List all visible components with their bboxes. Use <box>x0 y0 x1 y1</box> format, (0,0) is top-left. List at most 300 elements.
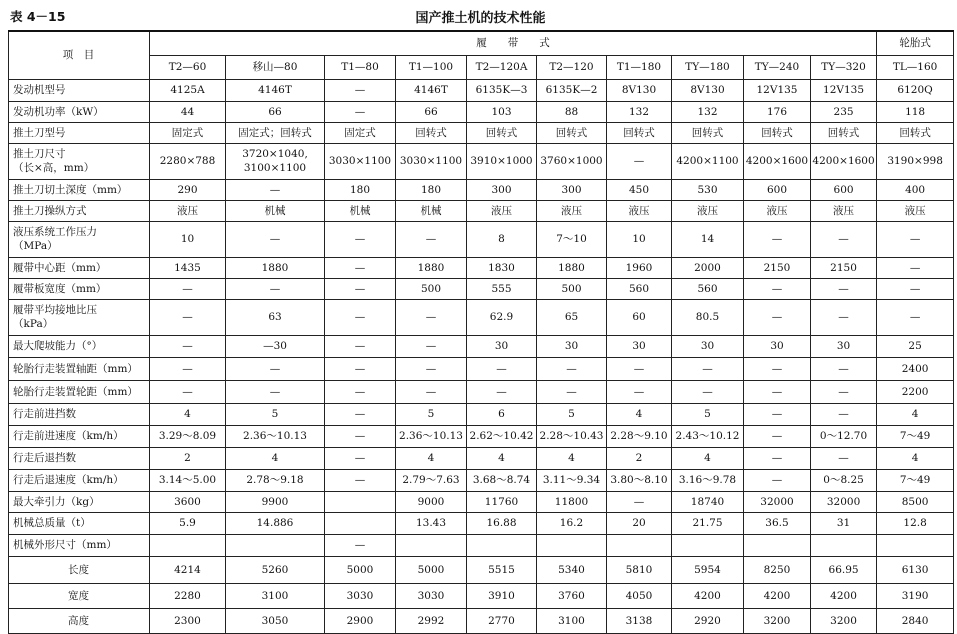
value-cell: 25 <box>877 335 954 357</box>
value-cell: 液压 <box>150 200 226 221</box>
value-cell: 560 <box>607 278 672 299</box>
table-row <box>9 278 954 299</box>
value-cell: 1830 <box>467 257 537 278</box>
value-cell: 4200×1600 <box>811 143 877 179</box>
value-cell: 3030×1100 <box>396 143 467 179</box>
value-cell: 回转式 <box>672 122 744 143</box>
value-cell: 2 <box>150 447 226 469</box>
value-cell: 60 <box>607 299 672 335</box>
value-cell: 10 <box>150 221 226 257</box>
table-row <box>9 380 954 403</box>
table-row <box>9 556 954 583</box>
value-cell: 8250 <box>744 556 811 583</box>
value-cell: 32000 <box>744 491 811 512</box>
value-cell: 180 <box>325 179 396 200</box>
row-label: 轮胎行走装置轴距（mm） <box>9 357 150 380</box>
value-cell <box>150 534 226 556</box>
value-cell: — <box>325 380 396 403</box>
model-header-cell: TY—240 <box>744 55 811 79</box>
value-cell: 3910×1000 <box>467 143 537 179</box>
value-cell: 2000 <box>672 257 744 278</box>
value-cell: — <box>744 278 811 299</box>
value-cell: 2280×788 <box>150 143 226 179</box>
value-cell: 11800 <box>537 491 607 512</box>
value-cell: 2.36～10.13 <box>396 425 467 447</box>
table-row <box>9 143 954 179</box>
model-header-cell: TL—160 <box>877 55 954 79</box>
value-cell: 液压 <box>672 200 744 221</box>
table-row <box>9 299 954 335</box>
value-cell: — <box>672 380 744 403</box>
value-cell: — <box>537 380 607 403</box>
model-header-row <box>9 55 954 79</box>
value-cell: 132 <box>607 101 672 122</box>
value-cell: — <box>607 491 672 512</box>
table-row <box>9 200 954 221</box>
value-cell: 5 <box>537 403 607 425</box>
value-cell: 6130 <box>877 556 954 583</box>
row-label: 发动机功率（kW） <box>9 101 150 122</box>
value-cell <box>325 491 396 512</box>
value-cell: 回转式 <box>811 122 877 143</box>
value-cell: 176 <box>744 101 811 122</box>
value-cell: — <box>325 469 396 491</box>
model-header-cell: T1—100 <box>396 55 467 79</box>
value-cell: 16.88 <box>467 512 537 534</box>
value-cell: — <box>396 335 467 357</box>
value-cell: 3100 <box>226 583 325 608</box>
value-cell: 3030×1100 <box>325 143 396 179</box>
value-cell: 4 <box>396 447 467 469</box>
value-cell: 2150 <box>811 257 877 278</box>
value-cell: 3910 <box>467 583 537 608</box>
value-cell: 3.14～5.00 <box>150 469 226 491</box>
table-row <box>9 257 954 278</box>
value-cell: 3600 <box>150 491 226 512</box>
value-cell: 2150 <box>744 257 811 278</box>
value-cell: 固定式；回转式 <box>226 122 325 143</box>
row-label: 履带中心距（mm） <box>9 257 150 278</box>
value-cell: — <box>744 357 811 380</box>
model-header-cell: T2—60 <box>150 55 226 79</box>
model-header-cell: T1—80 <box>325 55 396 79</box>
value-cell: 14.886 <box>226 512 325 534</box>
value-cell: 18740 <box>672 491 744 512</box>
value-cell: 2.62～10.42 <box>467 425 537 447</box>
value-cell: 30 <box>744 335 811 357</box>
value-cell: 2.43～10.12 <box>672 425 744 447</box>
value-cell: 30 <box>467 335 537 357</box>
table-caption <box>8 6 953 26</box>
model-header-cell: T1—180 <box>607 55 672 79</box>
value-cell <box>467 534 537 556</box>
value-cell: 5000 <box>325 556 396 583</box>
value-cell: 500 <box>537 278 607 299</box>
value-cell: 31 <box>811 512 877 534</box>
value-cell: — <box>150 299 226 335</box>
value-cell: 4200×1100 <box>672 143 744 179</box>
value-cell: — <box>811 299 877 335</box>
value-cell: 3.80～8.10 <box>607 469 672 491</box>
value-cell: — <box>744 221 811 257</box>
spec-table <box>8 30 954 634</box>
value-cell: 3050 <box>226 608 325 633</box>
value-cell: 5954 <box>672 556 744 583</box>
value-cell: 4200 <box>811 583 877 608</box>
row-label: 机械总质量（t） <box>9 512 150 534</box>
value-cell: 回转式 <box>877 122 954 143</box>
value-cell: 3200 <box>811 608 877 633</box>
model-header-cell: T2—120 <box>537 55 607 79</box>
value-cell: 80.5 <box>672 299 744 335</box>
value-cell: 2400 <box>877 357 954 380</box>
value-cell: 6120Q <box>877 79 954 101</box>
value-cell: — <box>226 278 325 299</box>
crawler-group-header: 履 带 式 <box>150 31 877 55</box>
value-cell: 9900 <box>226 491 325 512</box>
value-cell: 10 <box>607 221 672 257</box>
value-cell: 2280 <box>150 583 226 608</box>
value-cell: 3760 <box>537 583 607 608</box>
row-label: 行走前进速度（km/h） <box>9 425 150 447</box>
value-cell: 4214 <box>150 556 226 583</box>
value-cell: 2992 <box>396 608 467 633</box>
value-cell: 机械 <box>226 200 325 221</box>
value-cell: 2300 <box>150 608 226 633</box>
value-cell: 固定式 <box>150 122 226 143</box>
value-cell: 9000 <box>396 491 467 512</box>
value-cell: 液压 <box>467 200 537 221</box>
value-cell: 3138 <box>607 608 672 633</box>
value-cell: 88 <box>537 101 607 122</box>
value-cell: 8 <box>467 221 537 257</box>
table-row <box>9 583 954 608</box>
value-cell: — <box>325 534 396 556</box>
model-header-cell: T2—120A <box>467 55 537 79</box>
value-cell: 6135K—3 <box>467 79 537 101</box>
value-cell: 300 <box>537 179 607 200</box>
value-cell: 1435 <box>150 257 226 278</box>
value-cell: 5 <box>226 403 325 425</box>
value-cell: 2.78～9.18 <box>226 469 325 491</box>
value-cell: 12.8 <box>877 512 954 534</box>
table-row <box>9 403 954 425</box>
value-cell: 2920 <box>672 608 744 633</box>
value-cell: 5340 <box>537 556 607 583</box>
value-cell: — <box>226 357 325 380</box>
value-cell: 400 <box>877 179 954 200</box>
value-cell: — <box>811 403 877 425</box>
table-row <box>9 179 954 200</box>
value-cell: — <box>150 357 226 380</box>
model-header-cell: TY—320 <box>811 55 877 79</box>
value-cell: 4200×1600 <box>744 143 811 179</box>
value-cell: — <box>811 380 877 403</box>
value-cell: 500 <box>396 278 467 299</box>
value-cell <box>744 534 811 556</box>
model-header-cell: TY—180 <box>672 55 744 79</box>
value-cell: 30 <box>607 335 672 357</box>
value-cell: 300 <box>467 179 537 200</box>
value-cell <box>396 534 467 556</box>
value-cell: 回转式 <box>607 122 672 143</box>
value-cell: — <box>877 221 954 257</box>
table-row <box>9 469 954 491</box>
value-cell: 3.29～8.09 <box>150 425 226 447</box>
value-cell: 32000 <box>811 491 877 512</box>
value-cell: — <box>744 469 811 491</box>
row-label: 宽度 <box>9 583 150 608</box>
value-cell: 4200 <box>672 583 744 608</box>
value-cell: — <box>325 278 396 299</box>
value-cell: 液压 <box>744 200 811 221</box>
value-cell: 66.95 <box>811 556 877 583</box>
value-cell: 5260 <box>226 556 325 583</box>
value-cell: 7～10 <box>537 221 607 257</box>
value-cell: 5810 <box>607 556 672 583</box>
value-cell: 4 <box>226 447 325 469</box>
value-cell: 1960 <box>607 257 672 278</box>
value-cell: 2 <box>607 447 672 469</box>
value-cell: 235 <box>811 101 877 122</box>
value-cell: 4146T <box>396 79 467 101</box>
value-cell: 118 <box>877 101 954 122</box>
value-cell: 7～49 <box>877 425 954 447</box>
value-cell: 21.75 <box>672 512 744 534</box>
value-cell: 13.43 <box>396 512 467 534</box>
value-cell: 5515 <box>467 556 537 583</box>
value-cell: — <box>226 380 325 403</box>
value-cell: 12V135 <box>811 79 877 101</box>
value-cell: 560 <box>672 278 744 299</box>
table-row <box>9 101 954 122</box>
value-cell: 30 <box>537 335 607 357</box>
value-cell: — <box>226 179 325 200</box>
value-cell: —30 <box>226 335 325 357</box>
value-cell: 3030 <box>396 583 467 608</box>
value-cell: 600 <box>744 179 811 200</box>
value-cell: 30 <box>811 335 877 357</box>
table-row <box>9 447 954 469</box>
value-cell: — <box>325 447 396 469</box>
value-cell: — <box>877 278 954 299</box>
model-header-cell: 移山—80 <box>226 55 325 79</box>
value-cell: 液压 <box>877 200 954 221</box>
row-label: 液压系统工作压力 （MPa） <box>9 221 150 257</box>
value-cell: — <box>877 257 954 278</box>
value-cell: — <box>877 299 954 335</box>
value-cell: — <box>396 299 467 335</box>
value-cell: — <box>811 447 877 469</box>
value-cell: 103 <box>467 101 537 122</box>
table-number: 表 4－15 <box>10 9 66 24</box>
value-cell: 3100 <box>537 608 607 633</box>
value-cell: 液压 <box>537 200 607 221</box>
value-cell: — <box>150 335 226 357</box>
value-cell: 290 <box>150 179 226 200</box>
value-cell: — <box>744 447 811 469</box>
table-row <box>9 608 954 633</box>
value-cell: 14 <box>672 221 744 257</box>
value-cell: 5 <box>672 403 744 425</box>
table-row <box>9 122 954 143</box>
row-label: 轮胎行走装置轮距（mm） <box>9 380 150 403</box>
value-cell <box>877 534 954 556</box>
value-cell: — <box>226 221 325 257</box>
value-cell: — <box>744 299 811 335</box>
table-row <box>9 512 954 534</box>
value-cell: 2.28～10.43 <box>537 425 607 447</box>
value-cell: 8V130 <box>607 79 672 101</box>
value-cell: — <box>150 278 226 299</box>
value-cell: 555 <box>467 278 537 299</box>
value-cell: 2770 <box>467 608 537 633</box>
value-cell: 12V135 <box>744 79 811 101</box>
value-cell: 8V130 <box>672 79 744 101</box>
value-cell: — <box>607 380 672 403</box>
row-label: 行走前进挡数 <box>9 403 150 425</box>
table-row <box>9 491 954 512</box>
value-cell: — <box>744 403 811 425</box>
value-cell: 3.68～8.74 <box>467 469 537 491</box>
value-cell: 4050 <box>607 583 672 608</box>
value-cell <box>226 534 325 556</box>
value-cell: 2900 <box>325 608 396 633</box>
value-cell: — <box>325 357 396 380</box>
value-cell: 44 <box>150 101 226 122</box>
value-cell: — <box>325 257 396 278</box>
value-cell: 5.9 <box>150 512 226 534</box>
wheel-group-header: 轮胎式 <box>877 31 954 55</box>
value-cell: 5000 <box>396 556 467 583</box>
value-cell: 4 <box>467 447 537 469</box>
value-cell <box>537 534 607 556</box>
table-row <box>9 79 954 101</box>
value-cell: 3190×998 <box>877 143 954 179</box>
value-cell: — <box>672 357 744 380</box>
value-cell: 3720×1040, 3100×1100 <box>226 143 325 179</box>
value-cell: 1880 <box>537 257 607 278</box>
table-row <box>9 534 954 556</box>
value-cell: 30 <box>672 335 744 357</box>
row-label: 最大牵引力（kg） <box>9 491 150 512</box>
row-label: 长度 <box>9 556 150 583</box>
value-cell: 4125A <box>150 79 226 101</box>
value-cell: 180 <box>396 179 467 200</box>
value-cell: 36.5 <box>744 512 811 534</box>
value-cell: 固定式 <box>325 122 396 143</box>
value-cell: — <box>744 380 811 403</box>
row-label: 高度 <box>9 608 150 633</box>
value-cell: — <box>744 425 811 447</box>
row-label: 履带平均接地比压 （kPa） <box>9 299 150 335</box>
value-cell: 6 <box>467 403 537 425</box>
value-cell: — <box>325 79 396 101</box>
value-cell: 450 <box>607 179 672 200</box>
value-cell: 液压 <box>811 200 877 221</box>
value-cell: — <box>325 335 396 357</box>
value-cell: 3760×1000 <box>537 143 607 179</box>
value-cell: 0～8.25 <box>811 469 877 491</box>
row-label: 最大爬坡能力（°） <box>9 335 150 357</box>
value-cell: 回转式 <box>537 122 607 143</box>
row-label: 行走后退挡数 <box>9 447 150 469</box>
value-cell: — <box>396 380 467 403</box>
value-cell: 4200 <box>744 583 811 608</box>
value-cell: 4 <box>607 403 672 425</box>
value-cell <box>607 534 672 556</box>
value-cell: 0～12.70 <box>811 425 877 447</box>
table-row <box>9 335 954 357</box>
value-cell: — <box>811 278 877 299</box>
row-label: 行走后退速度（km/h） <box>9 469 150 491</box>
row-label: 发动机型号 <box>9 79 150 101</box>
value-cell: — <box>150 380 226 403</box>
value-cell: 4 <box>150 403 226 425</box>
value-cell: — <box>325 101 396 122</box>
row-label: 推土刀型号 <box>9 122 150 143</box>
value-cell: 2.28～9.10 <box>607 425 672 447</box>
value-cell: 3030 <box>325 583 396 608</box>
group-header-row <box>9 31 954 55</box>
value-cell: 3.11～9.34 <box>537 469 607 491</box>
value-cell: 4146T <box>226 79 325 101</box>
value-cell: 66 <box>226 101 325 122</box>
value-cell: 1880 <box>396 257 467 278</box>
value-cell: 11760 <box>467 491 537 512</box>
value-cell: — <box>607 143 672 179</box>
value-cell: 2.36～10.13 <box>226 425 325 447</box>
value-cell: 4 <box>537 447 607 469</box>
table-row <box>9 425 954 447</box>
value-cell: 4 <box>877 447 954 469</box>
value-cell: 2840 <box>877 608 954 633</box>
value-cell: 机械 <box>325 200 396 221</box>
value-cell: 20 <box>607 512 672 534</box>
value-cell: 16.2 <box>537 512 607 534</box>
value-cell: 65 <box>537 299 607 335</box>
value-cell: 回转式 <box>467 122 537 143</box>
value-cell <box>325 512 396 534</box>
value-cell: 2.79～7.63 <box>396 469 467 491</box>
value-cell: — <box>325 425 396 447</box>
table-row <box>9 357 954 380</box>
value-cell: — <box>467 357 537 380</box>
value-cell: 600 <box>811 179 877 200</box>
value-cell <box>811 534 877 556</box>
value-cell: 1880 <box>226 257 325 278</box>
value-cell: 2200 <box>877 380 954 403</box>
row-label: 推土刀切土深度（mm） <box>9 179 150 200</box>
value-cell: — <box>467 380 537 403</box>
row-label: 推土刀尺寸 （长×高，mm） <box>9 143 150 179</box>
row-label: 履带板宽度（mm） <box>9 278 150 299</box>
item-header: 项 目 <box>9 31 150 79</box>
value-cell: 3190 <box>877 583 954 608</box>
value-cell: — <box>811 221 877 257</box>
value-cell: 4 <box>877 403 954 425</box>
value-cell: — <box>811 357 877 380</box>
value-cell: 4 <box>672 447 744 469</box>
value-cell: — <box>325 221 396 257</box>
value-cell: — <box>325 403 396 425</box>
value-cell: 3200 <box>744 608 811 633</box>
value-cell: 7～49 <box>877 469 954 491</box>
table-title: 国产推土机的技术性能 <box>415 11 546 26</box>
value-cell: 回转式 <box>396 122 467 143</box>
value-cell: 530 <box>672 179 744 200</box>
row-label: 机械外形尺寸（mm） <box>9 534 150 556</box>
